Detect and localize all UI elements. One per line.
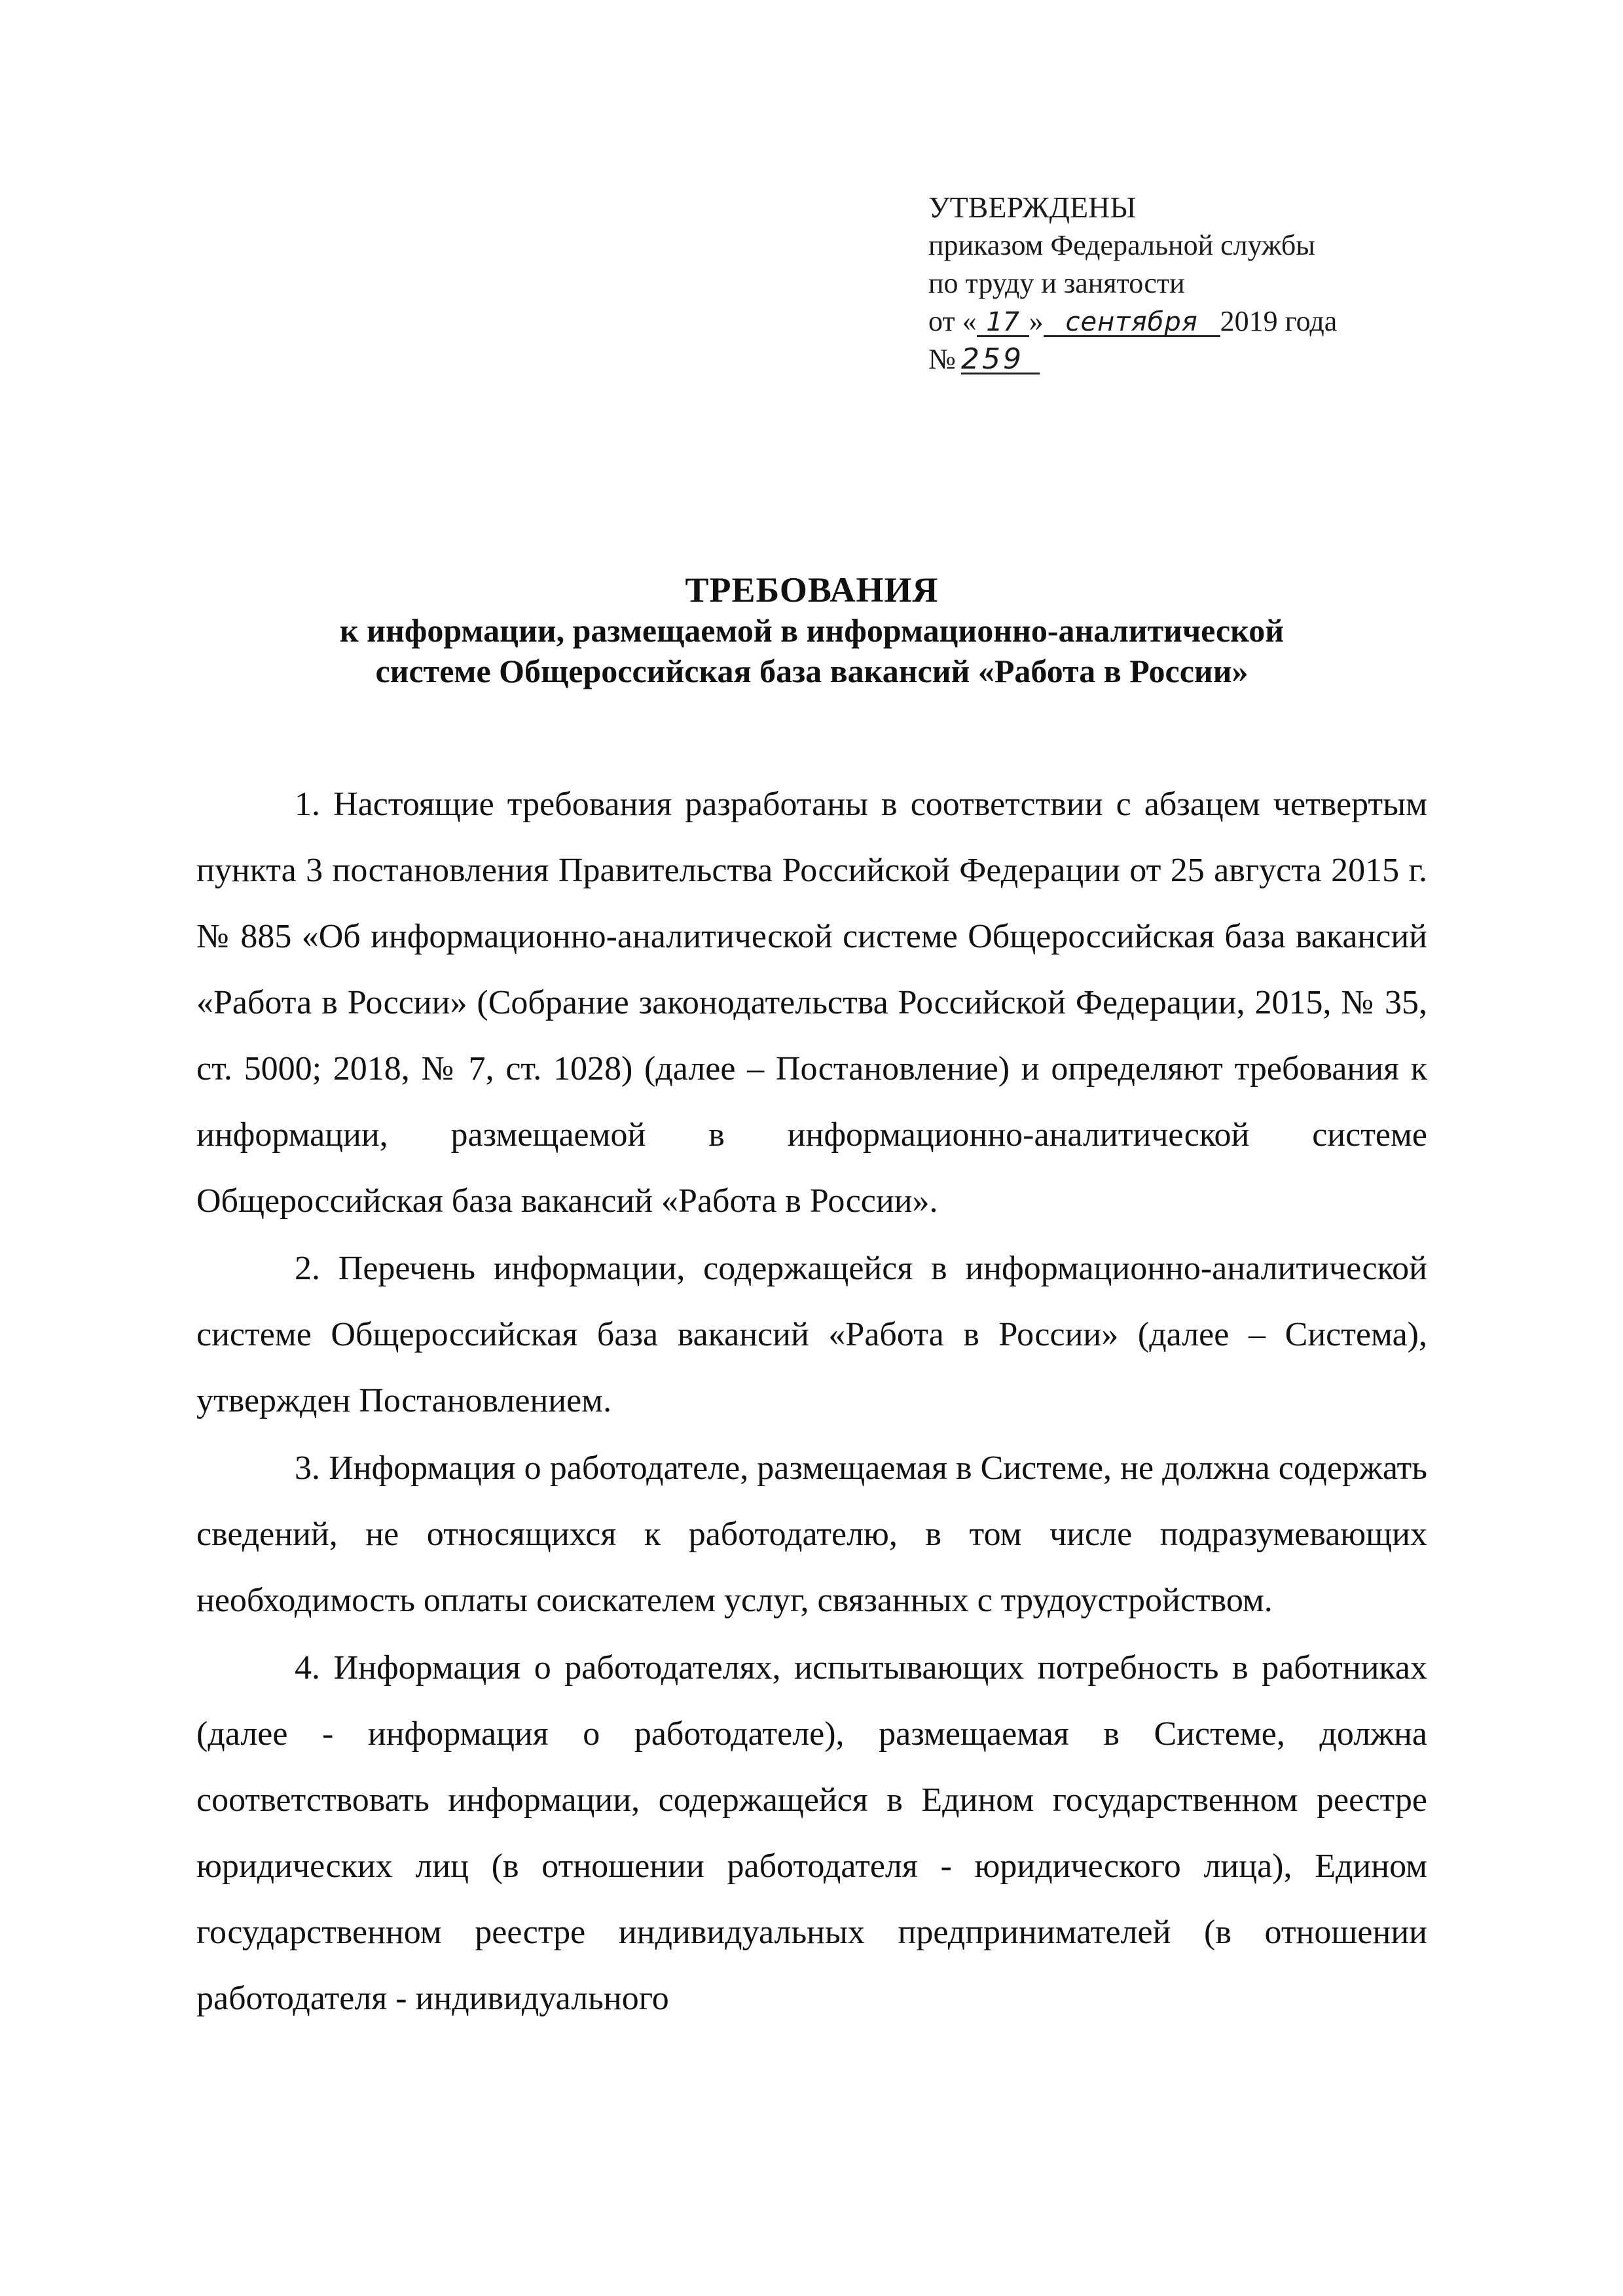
approval-title: УТВЕРЖДЕНЫ [928,191,1137,224]
paragraph-4: 4. Информация о работодателях, испытывающих потребность в работниках (далее - информация о работодателе), размещаемая в Системе, должна соответствовать информации, содержащейся в Едином государственном реестре юридических лиц (в отношении работодателя - юридического лица), Едином государственном реестре индивидуальных предпринимателей (в отношении работодателя - индивидуального [196,1649,1427,2017]
approval-number [928,340,1337,378]
paragraph-1: 1. Настоящие требования разработаны в соответствии с абзацем четвертым пункта 3 постановления Правительства Российской Федерации от 25 августа 2015 г. № 885 «Об информационно-аналитической системе Общероссийская база вакансий «Работа в России» (Собрание законодательства Российской Федерации, 2015, № 35, ст. 5000; 2018, № 7, ст. 1028) (далее – Постановление) и определяют требования к информации, размещаемой в информационно-аналитической системе Общероссийская база вакансий «Работа в России». [196,786,1427,1220]
paragraph-3: 3. Информация о работодателе, размещаемая в Системе, не должна содержать сведений, не относящихся к работодателю, в том числе подразумевающих необходимость оплаты соискателем услуг, связанных с трудоустройством. [196,1449,1427,1619]
approval-date [928,302,1337,340]
approval-line-1: приказом Федеральной службы [928,229,1315,261]
document-subtitle-line-2: системе Общероссийская база вакансий «Работа в России» [375,653,1249,689]
handwritten-number: 259 [961,346,1040,374]
document-title: ТРЕБОВАНИЯ [685,570,939,610]
date-mid: » [1029,305,1044,337]
approval-line-2: по труду и занятости [928,267,1185,299]
approval-stamp [928,189,1337,378]
handwritten-month: сентября [1044,309,1220,337]
number-prefix: № [928,343,956,375]
handwritten-day: 17 [977,309,1029,337]
document-body [196,771,1427,2033]
date-suffix: 2019 года [1220,305,1338,337]
paragraph-2: 2. Перечень информации, содержащейся в информационно-аналитической системе Общероссийская база вакансий «Работа в России» (далее – Система), утвержден Постановлением. [196,1250,1427,1419]
document-heading [196,570,1427,691]
date-prefix: от « [928,305,977,337]
document-subtitle-line-1: к информации, размещаемой в информационно-аналитической [339,612,1285,649]
